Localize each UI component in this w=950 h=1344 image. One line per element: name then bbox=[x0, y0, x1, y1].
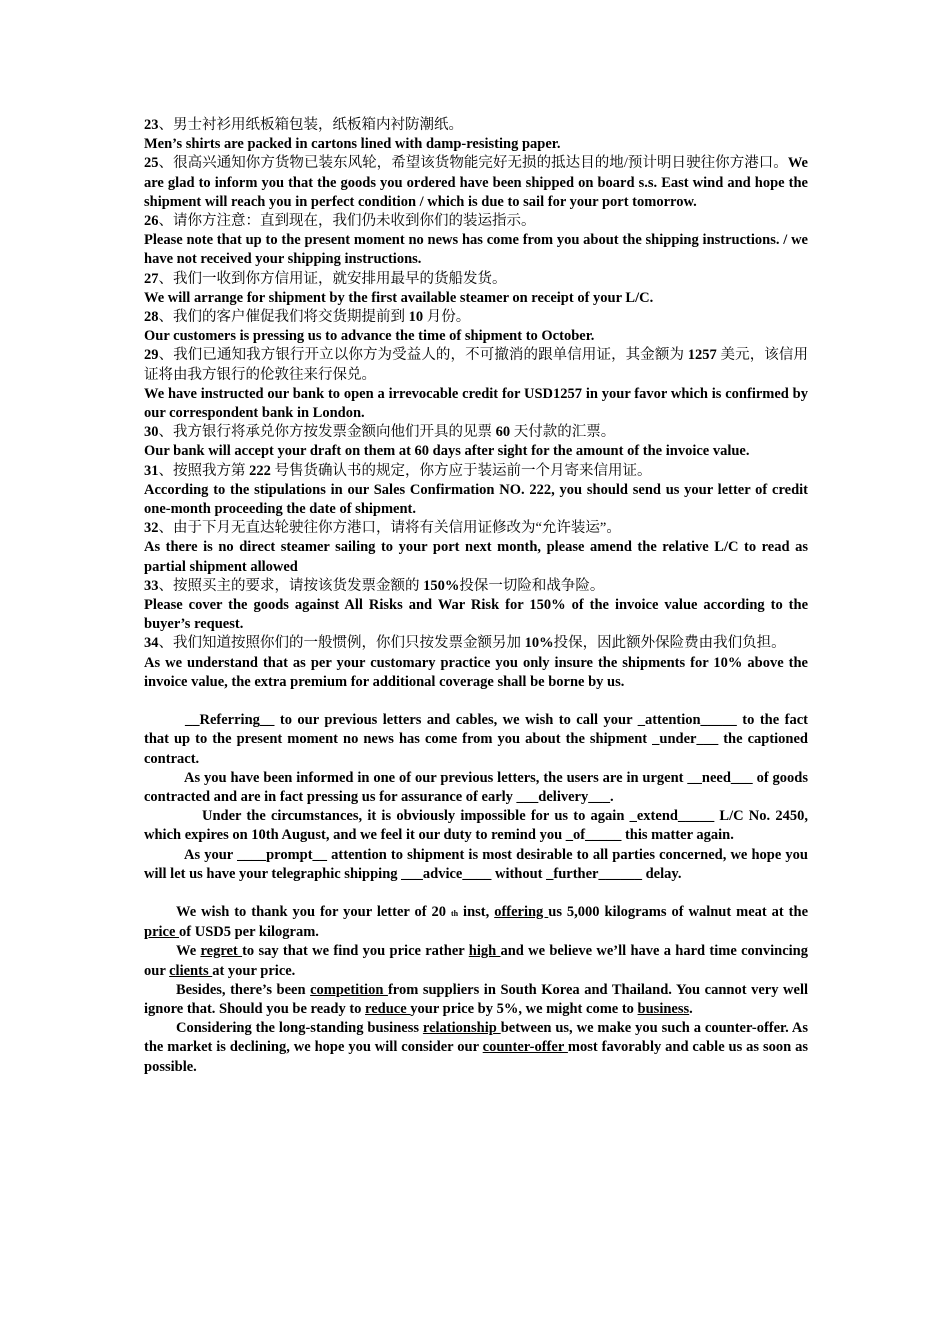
item-28-en: Our customers is pressing us to advance the time of shipment to October. bbox=[144, 328, 595, 345]
item-29-cn: 29、我们已通知我方银行开立以你方为受益人的，不可撤消的跟单信用证，其金额为 1257 美元，该信用证将由我方银行的伦敦往来行保兑。 bbox=[144, 347, 809, 383]
spacer bbox=[144, 884, 808, 903]
letter2-paragraph-3: Besides, there’s been competition from suppliers in South Korea and Thailand. You cannot very well ignore that. Should you be ready to reduce your price by 5%, we might come to business. bbox=[144, 981, 809, 1017]
letter1-paragraph-3: Under the circumstances, it is obviously impossible for us to again _extend_____ L/C No. 2450, which expires on 10th August, and we feel it our duty to remind you _of_____ this matter again. bbox=[144, 808, 808, 844]
item-26-cn: 26、请你方注意：直到现在，我们仍未收到你们的装运指示。 bbox=[144, 213, 536, 230]
item-27-en: We will arrange for shipment by the first available steamer on receipt of your L/C. bbox=[144, 289, 654, 306]
item-31-cn: 31、按照我方第 222 号售货确认书的规定，你方应于装运前一个月寄来信用证。 bbox=[144, 462, 652, 479]
letter2-paragraph-1: We wish to thank you for your letter of 20 th inst, offering us 5,000 kilograms of walnut meat at the price of USD5 per kilogram. bbox=[144, 903, 809, 941]
blank-relationship: relationship bbox=[422, 1020, 501, 1037]
item-33-cn: 33、按照买主的要求，请按该货发票金额的 150%投保一切险和战争险。 bbox=[144, 577, 605, 594]
item-28-cn: 28、我们的客户催促我们将交货期提前到 10 月份。 bbox=[144, 309, 471, 326]
letter2-paragraph-2: We regret to say that we find you price rather high and we believe we’ll have a hard time convincing our clients at your price. bbox=[144, 943, 808, 979]
document-page bbox=[144, 116, 808, 1077]
letter1-paragraph-2: As you have been informed in one of our previous letters, the users are in urgent __need___ of goods contracted and are in fact pressing us for assurance of early ___delivery___. bbox=[144, 769, 808, 805]
spacer bbox=[144, 692, 808, 711]
item-30-cn: 30、我方银行将承兑你方按发票金额向他们开具的见票 60 天付款的汇票。 bbox=[144, 424, 616, 441]
item-32-en: As there is no direct steamer sailing to your port next month, please amend the relative L/C to read as partial shipment allowed bbox=[144, 539, 808, 575]
item-31-en: According to the stipulations in our Sales Confirmation NO. 222, you should send us your letter of credit one-month proceeding the date of shipment. bbox=[144, 481, 808, 518]
item-25: 25、很高兴通知你方货物已装东风轮，希望该货物能完好无损的抵达目的地/预计明日驶往你方港口。We are glad to inform you that the goods you ordered have been shipped on board s.s. East wind and hope the shipment will reach you in perfect condition / which is due to sail for your port tomorrow. bbox=[144, 155, 808, 210]
blank-price: price bbox=[144, 924, 180, 941]
item-26-en: Please note that up to the present moment no news has come from you about the shipping instructions. / we have not received your shipping instructions. bbox=[144, 232, 808, 268]
blank-regret: regret bbox=[200, 943, 243, 960]
item-27-cn: 27、我们一收到你方信用证，就安排用最早的货船发货。 bbox=[144, 270, 507, 287]
item-23-cn: 23、男士衬衫用纸板箱包装，纸板箱内衬防潮纸。 bbox=[144, 117, 463, 133]
blank-competition: competition bbox=[310, 981, 388, 998]
letter1-paragraph-1: __Referring__ to our previous letters and cables, we wish to call your _attention_____ to the fact that up to the present moment no news has come from you about the shipment _under___ the captioned contract. bbox=[144, 712, 808, 767]
item-30-en: Our bank will accept your draft on them at 60 days after sight for the amount of the invoice value. bbox=[144, 443, 750, 460]
blank-counter-offer: counter-offer bbox=[482, 1039, 568, 1056]
blank-business: business bbox=[637, 1000, 690, 1017]
item-32-cn: 32、由于下月无直达轮驶往你方港口，请将有关信用证修改为“允许装运”。 bbox=[144, 520, 621, 537]
blank-offering: offering bbox=[494, 903, 549, 920]
item-23-en: Men’s shirts are packed in cartons lined with damp-resisting paper. bbox=[144, 136, 561, 153]
letter2-paragraph-4: Considering the long-standing business relationship between us, we make you such a counter-offer. As the market is declining, we hope you will consider our counter-offer most favorably and cable us as soon as possible. bbox=[144, 1020, 809, 1075]
blank-clients: clients bbox=[169, 962, 213, 979]
item-33-en: Please cover the goods against All Risks and War Risk for 150% of the invoice value according to the buyer’s request. bbox=[144, 597, 808, 633]
blank-reduce: reduce bbox=[365, 1000, 411, 1017]
letter1-paragraph-4: As your ____prompt__ attention to shipment is most desirable to all parties concerned, we hope you will let us have your telegraphic shipping ___advice____ without _further______ delay. bbox=[144, 846, 808, 882]
blank-high: high bbox=[468, 943, 501, 960]
item-34-cn: 34、我们知道按照你们的一般惯例，你们只按发票金额另加 10%投保，因此额外保险费由我们负担。 bbox=[144, 635, 786, 652]
item-29-en: We have instructed our bank to open a irrevocable credit for USD1257 in your favor which is confirmed by our correspondent bank in London. bbox=[144, 385, 808, 422]
item-34-en: As we understand that as per your customary practice you only insure the shipments for 10% above the invoice value, the extra premium for additional coverage shall be borne by us. bbox=[144, 654, 808, 690]
